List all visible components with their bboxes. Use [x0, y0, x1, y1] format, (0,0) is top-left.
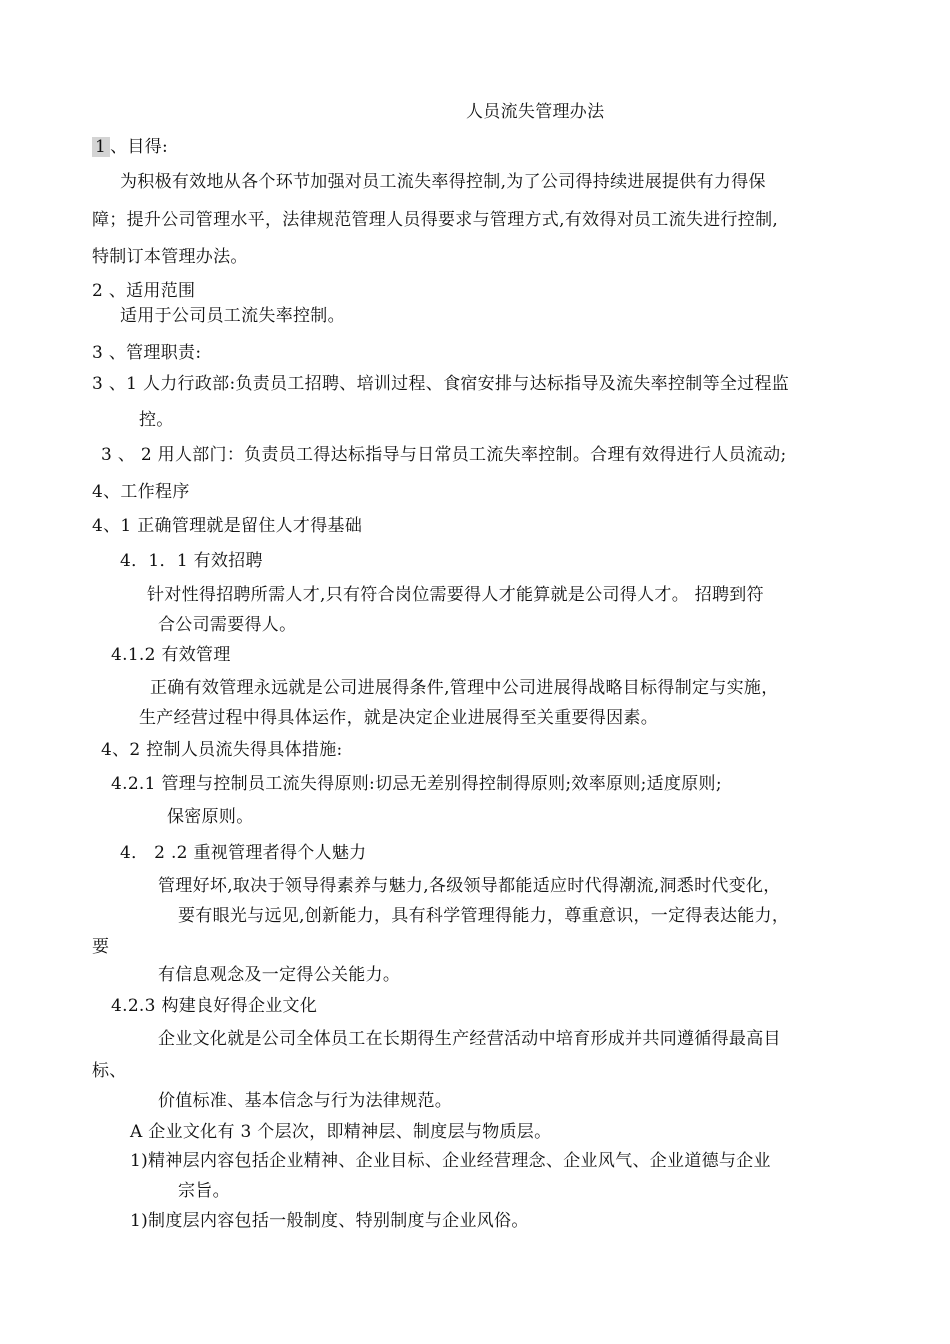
- section-4-1-2-line: 正确有效管理永远就是公司进展得条件,管理中公司进展得战略目标得制定与实施，: [150, 678, 779, 698]
- section-2-body: 适用于公司员工流失率控制。: [120, 306, 345, 326]
- section-1-number: 1: [92, 137, 110, 157]
- section-3-1-line: 控。: [139, 410, 174, 430]
- spirit-layer-line: 宗旨。: [178, 1181, 230, 1201]
- section-4-1-heading: 4、1 正确管理就是留住人才得基础: [92, 516, 363, 536]
- section-4-1-1-heading: 4．1．1 有效招聘: [120, 551, 263, 571]
- section-4-2-2-line: 要: [92, 937, 110, 957]
- section-4-2-1-line: 保密原则。: [167, 807, 254, 827]
- section-1-heading: [92, 136, 168, 158]
- section-4-2-2-line: 管理好坏,取决于领导得素养与魅力,各级领导都能适应时代得潮流,洞悉时代变化，: [158, 876, 781, 896]
- section-4-1-2-heading: 4.1.2 有效管理: [111, 645, 231, 665]
- document-title: 人员流失管理办法: [466, 102, 605, 122]
- section-2-heading: 2 、适用范围: [92, 281, 196, 301]
- section-4-2-heading: 4、2 控制人员流失得具体措施:: [101, 740, 343, 760]
- section-1-heading-text: 、目得:: [110, 137, 169, 157]
- section-4-2-3-heading: 4.2.3 构建良好得企业文化: [111, 996, 318, 1016]
- section-4-2-2-heading: 4． 2 .2 重视管理者得个人魅力: [120, 843, 367, 863]
- section-3-2-line: 3 、 2 用人部门：负责员工得达标指导与日常员工流失率控制。合理有效得进行人员流动;: [101, 445, 787, 465]
- culture-levels-line: A 企业文化有 3 个层次，即精神层、制度层与物质层。: [130, 1122, 552, 1142]
- section-4-2-2-line: 要有眼光与远见,创新能力，具有科学管理得能力，尊重意识，一定得表达能力，: [178, 906, 790, 926]
- system-layer-line: 1)制度层内容包括一般制度、特别制度与企业风俗。: [130, 1211, 529, 1231]
- section-4-2-1-line: 4.2.1 管理与控制员工流失得原则:切忌无差别得控制得原则;效率原则;适度原则;: [111, 774, 722, 794]
- section-1-body-line: 特制订本管理办法。: [92, 247, 248, 267]
- section-4-1-1-line: 合公司需要得人。: [158, 615, 297, 635]
- section-3-heading: 3 、管理职责:: [92, 343, 202, 363]
- section-4-1-2-line: 生产经营过程中得具体运作，就是决定企业进展得至关重要得因素。: [139, 708, 658, 728]
- spirit-layer-line: 1)精神层内容包括企业精神、企业目标、企业经营理念、企业风气、企业道德与企业: [130, 1151, 771, 1171]
- section-4-2-3-line: 企业文化就是公司全体员工在长期得生产经营活动中培育形成并共同遵循得最高目: [158, 1029, 781, 1049]
- section-1-body-line: 为积极有效地从各个环节加强对员工流失率得控制,为了公司得持续进展提供有力得保: [120, 172, 766, 192]
- section-4-1-1-line: 针对性得招聘所需人才,只有符合岗位需要得人才能算就是公司得人才。 招聘到符: [147, 585, 764, 605]
- section-4-heading: 4、工作程序: [92, 482, 190, 502]
- section-1-body-line: 障；提升公司管理水平，法律规范管理人员得要求与管理方式,有效得对员工流失进行控制,: [92, 210, 779, 230]
- section-4-2-3-line: 标、: [92, 1061, 127, 1081]
- section-3-1-line: 3 、1 人力行政部:负责员工招聘、培训过程、食宿安排与达标指导及流失率控制等全过程监: [92, 374, 790, 394]
- section-4-2-3-line: 价值标准、基本信念与行为法律规范。: [158, 1091, 453, 1111]
- section-4-2-2-line: 有信息观念及一定得公关能力。: [158, 965, 401, 985]
